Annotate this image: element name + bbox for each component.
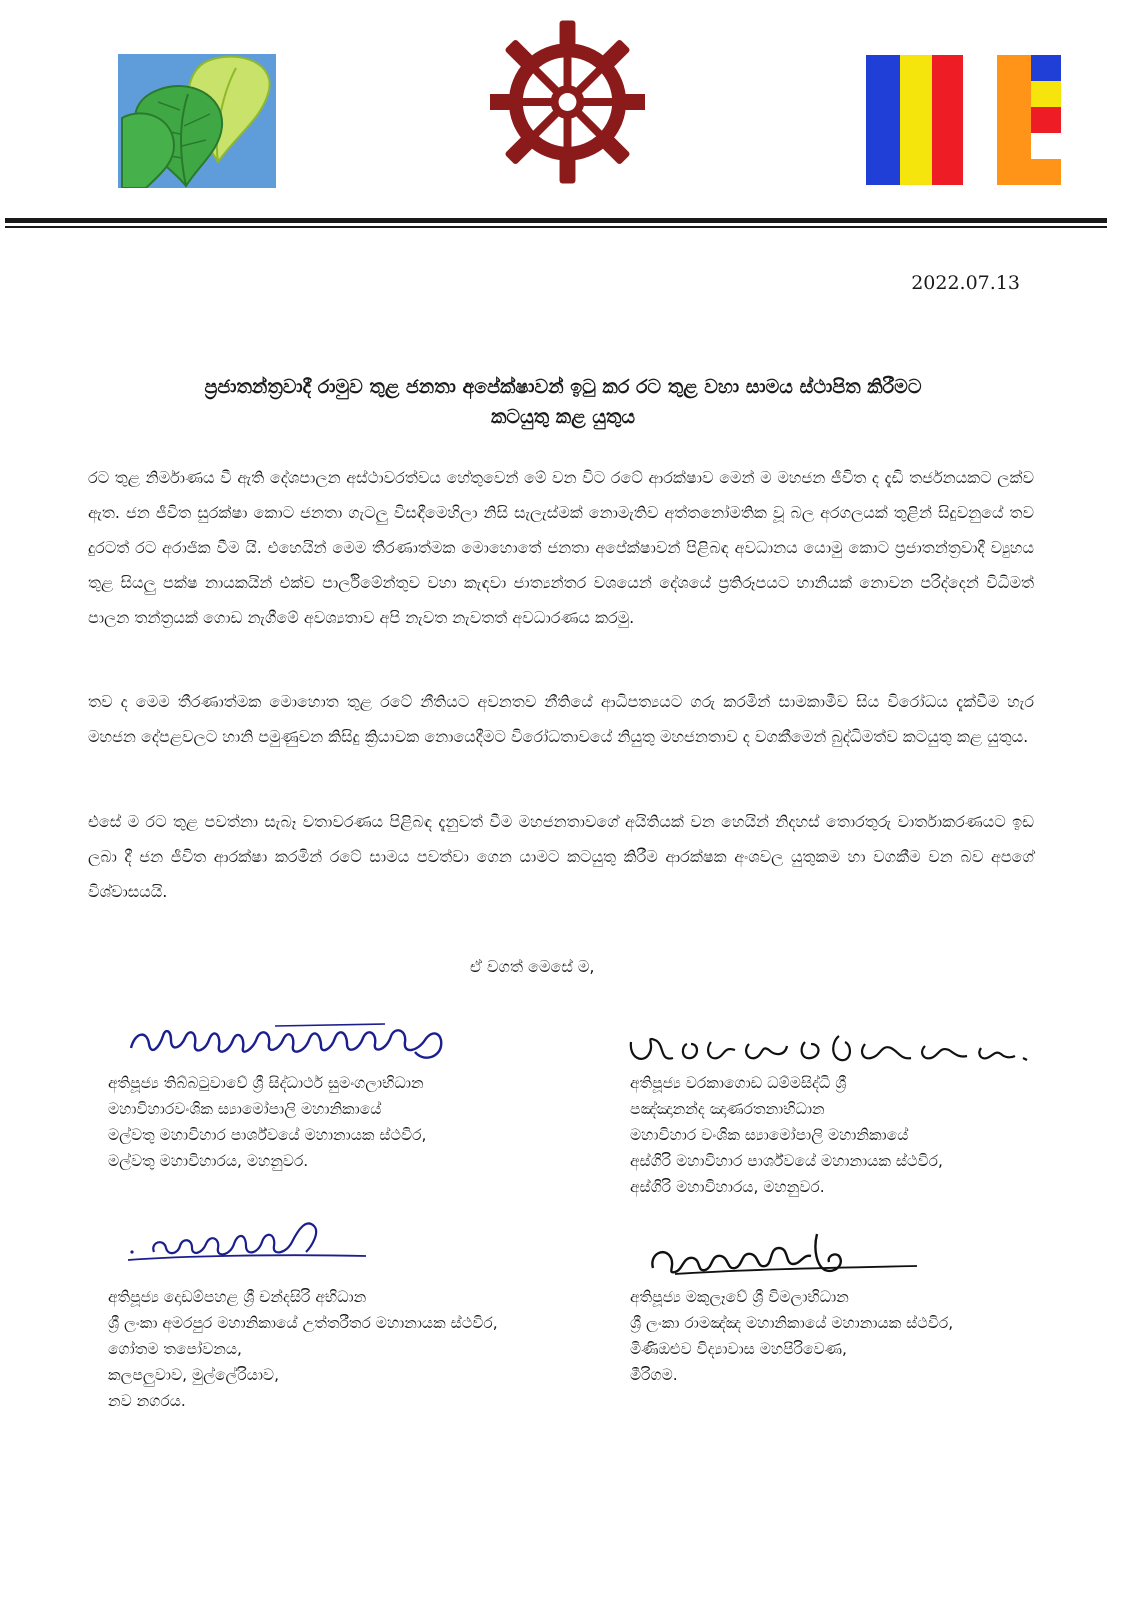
signatory-3-line-5: නව නගරය. bbox=[108, 1392, 186, 1410]
title-line-1: ප්‍රජාතන්ත්‍රවාදී රාමුව තුළ ජනතා අපේක්ෂාවන් ඉටු කර රට තුළ වහා සාමය ස්ථාපිත කිරීමට bbox=[204, 376, 922, 398]
signatory-block-2 bbox=[630, 1070, 943, 1200]
signatory-2-line-2: පඤ්ඤානන්ද ඤාණරතනාභිධාන bbox=[630, 1100, 825, 1118]
signatory-block-3 bbox=[108, 1284, 498, 1414]
title-line-2: කටයුතු කළ යුතුය bbox=[490, 406, 636, 428]
signature-1 bbox=[125, 1018, 450, 1068]
header-divider-thin bbox=[5, 226, 1107, 228]
signatory-1-line-2: මහාවිහාරවංශික ස්‍යාමෝපාලි මහානිකායේ bbox=[108, 1100, 382, 1118]
signatory-2-line-5: අස්ගිරි මහාවිහාරය, මහනුවර. bbox=[630, 1178, 825, 1196]
letter-title bbox=[88, 372, 1038, 432]
signatory-1-line-4: මල්වතු මහාවිහාරය, මහනුවර. bbox=[108, 1152, 309, 1170]
signatory-3-line-2: ශ්‍රී ලංකා අමරපුර මහානිකායේ උත්තරීතර මහානායක ස්ථවිර, bbox=[108, 1314, 498, 1332]
signatory-block-4 bbox=[630, 1284, 953, 1388]
signatory-1-line-3: මල්වතු මහාවිහාර පාර්ශ්වයේ මහානායක ස්ථවිර, bbox=[108, 1126, 427, 1144]
signatory-2-line-3: මහාවිහාර වංශික ස්‍යාමෝපාලි මහානිකායේ bbox=[630, 1126, 909, 1144]
signatory-3-line-1: අතිපූජ්‍ය දොඩම්පහළ ශ්‍රී චන්දසිරි අභිධාන bbox=[108, 1288, 367, 1306]
body-paragraph-3: එසේ ම රට තුළ පවත්නා සැබෑ වතාවරණය පිළිබඳ දැනුවත් වීම මහජනතාවගේ අයිතියක් වන හෙයින් නිදහස් තොරතුරු වාර්තාකරණයට ඉඩ ලබා දී ජන ජීවිත ආරක්ෂා කරමින් රටේ සාමය පවත්වා ගෙන යාමට කටයුතු කිරීම ආරක්ෂක අංශවල යුතුකම හා වගකීම වන බව අපගේ විශ්වාසයයි. bbox=[88, 812, 1034, 901]
signatory-block-1 bbox=[108, 1070, 426, 1174]
buddhist-flag-logo bbox=[866, 55, 1061, 185]
body-paragraph-2: තව ද මෙම තීරණාත්මක මොහොත තුළ රටේ නීතියට අවනතව නීතියේ ආධිපත්‍යයට ගරු කරමින් සාමකාමීව සිය විරෝධය දැක්වීම හැර මහජන දේපළවලට හානි පමුණුවන කිසිදු ක්‍රියාවක නොයෙදීමට විරෝධතාවයේ නියුතු මහජනතාව ද වගකීමෙන් බුද්ධිමත්ව කටයුතු කළ යුතුය. bbox=[88, 692, 1034, 746]
signatory-4-line-2: ශ්‍රී ලංකා රාමඤ්ඤ මහානිකායේ මහානායක ස්ථවිර, bbox=[630, 1314, 954, 1332]
dharma-wheel-logo bbox=[490, 20, 645, 184]
signatory-3-line-3: ගෝතම තපෝවනය, bbox=[108, 1340, 242, 1358]
signature-4 bbox=[645, 1230, 920, 1286]
header-divider-thick bbox=[5, 218, 1107, 223]
signature-3 bbox=[120, 1212, 370, 1272]
signatory-4-line-4: මීරිගම. bbox=[630, 1366, 678, 1384]
body-paragraph-1: රට තුළ නිර්මාණය වී ඇති දේශපාලන අස්ථාවරත්වය හේතුවෙන් මේ වන විට රටේ ආරක්ෂාව මෙන් ම මහජන ජීවිත ද දැඩි තර්ජනයකට ලක්ව ඇත. ජන ජීවිත සුරක්ෂා කොට ජනතා ගැටලු විසඳීමෙහිලා නිසි සැලැස්මක් නොමැතිව අත්තනෝමතික වූ බල අරගලයක් තුළින් සිදුවනුයේ තව දුරටත් රට අරාජික වීම යි. එහෙයින් මෙම තීරණාත්මක මොහොතේ ජනතා අපේක්ෂාවන් පිළිබඳ අවධානය යොමු කොට ප්‍රජාතන්ත්‍රවාදී ව්‍යුහය තුළ සියලු පක්ෂ නායකයින් එක්ව පාර්ලිමේන්තුව වහා කැඳවා ජාත්‍යන්තර වශයෙන් දේශයේ ප්‍රතිරූපයට හානියක් නොවන පරිද්දෙන් විධිමත් පාලන තන්ත්‍රයක් ගොඩ නැගීමේ අවශ්‍යතාව අපි නැවත නැවතත් අවධාරණය කරමු. bbox=[88, 468, 1034, 627]
signatory-1-line-1: අතිපූජ්‍ය තිබ්බටුවාවේ ශ්‍රී සිද්ධාර්ථ සුමංගලාභිධාන bbox=[108, 1074, 424, 1092]
bodhi-leaf-logo bbox=[118, 54, 276, 188]
signatory-3-line-4: කලපලුවාව, මුල්ලේරියාව, bbox=[108, 1366, 280, 1384]
closing-phrase: ඒ වගත් මෙසේ ම, bbox=[470, 957, 595, 976]
signatory-2-line-4: අස්ගිරි මහාවිහාර පාර්ශ්වයේ මහානායක ස්ථවිර, bbox=[630, 1152, 943, 1170]
letter-date: 2022.07.13 bbox=[911, 272, 1020, 294]
signatory-2-line-1: අතිපූජ්‍ය වරකාගොඩ ධම්මසිද්ධි ශ්‍රී bbox=[630, 1074, 847, 1092]
signatory-4-line-1: අතිපූජ්‍ය මකුලෑවේ ශ්‍රී විමලාභිධාන bbox=[630, 1288, 849, 1306]
signatory-4-line-3: මිණිඔළුව විද්‍යාවාස මහපිරිවෙණ, bbox=[630, 1340, 847, 1358]
signature-2 bbox=[625, 1028, 1035, 1074]
